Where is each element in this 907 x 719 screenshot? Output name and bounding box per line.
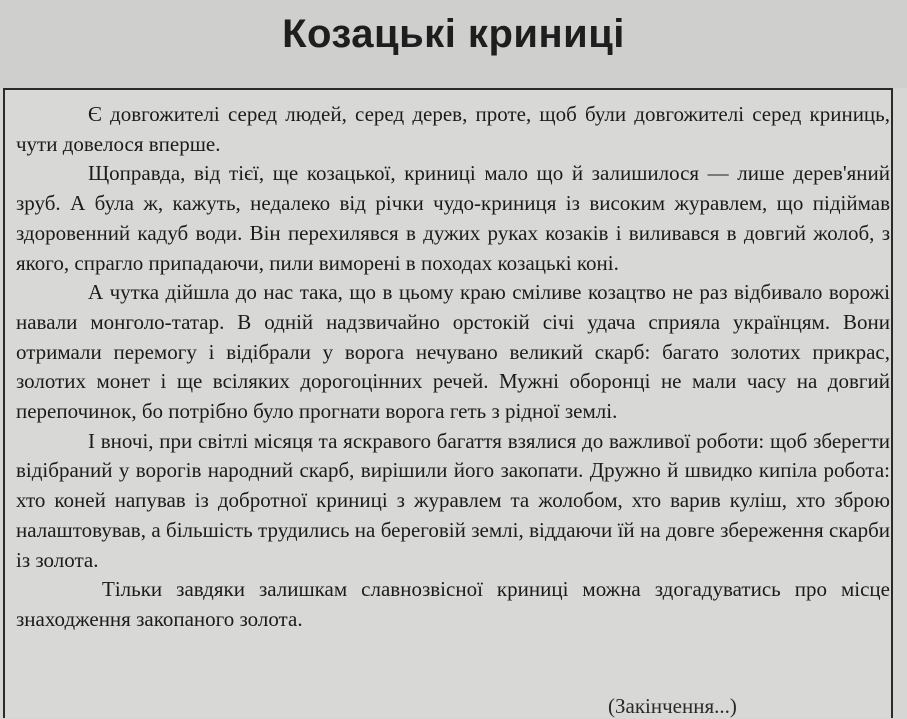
continuation-note: (Закінчення...) [608,694,737,718]
paragraph-3: А чутка дійшла до нас така, що в цьому краю сміливе козацтво не раз відбивало ворожі навали монголо-татар. В одній надзвичайно орстокій січі удача сприяла українцям. Вони отримали перемогу і відібрали у ворога нечувано великий скарб: багато золотих прикрас, золотих монет і ще всіляких дорогоцінних речей. Мужні оборонці не мали часу на довгий перепочинок, бо потрібно було прогнати ворога геть з рідної землі. [16,280,890,424]
story-text [16,100,890,635]
paragraph-5: Тільки завдяки залишкам славнозвісної криниці можна здогадуватись про місце знаходження закопаного золота. [16,577,890,631]
paragraph-1: Є довгожителі серед людей, серед дерев, проте, щоб були довгожителі серед криниць, чути довелося вперше. [16,102,890,156]
text-frame [3,88,893,718]
title-bar [0,0,907,88]
paragraph-4: І вночі, при світлі місяця та яскравого багаття взялися до важливої роботи: щоб зберегти відібраний у ворогів народний скарб, вирішили його закопати. Дружно й швидко кипіла робота: хто коней напував із добротної криниці з журавлем та жолобом, хто варив куліш, хто зброю налаштовував, а більшість трудились на береговій землі, віддаючи їй на довге збереження скарби із золота. [16,428,890,572]
page-title: Козацькі криниці [282,12,625,56]
paragraph-2: Щоправда, від тієї, ще козацької, криниці мало що й залишилося — лише дерев'яний зруб. А була ж, кажуть, недалеко від річки чудо-криниця із високим журавлем, що підіймав здоровенний кадуб води. Він перехилявся в дужих руках козаків і виливався в довгий жолоб, з якого, спрагло припадаючи, пили виморені в походах козацькі коні. [16,161,890,275]
